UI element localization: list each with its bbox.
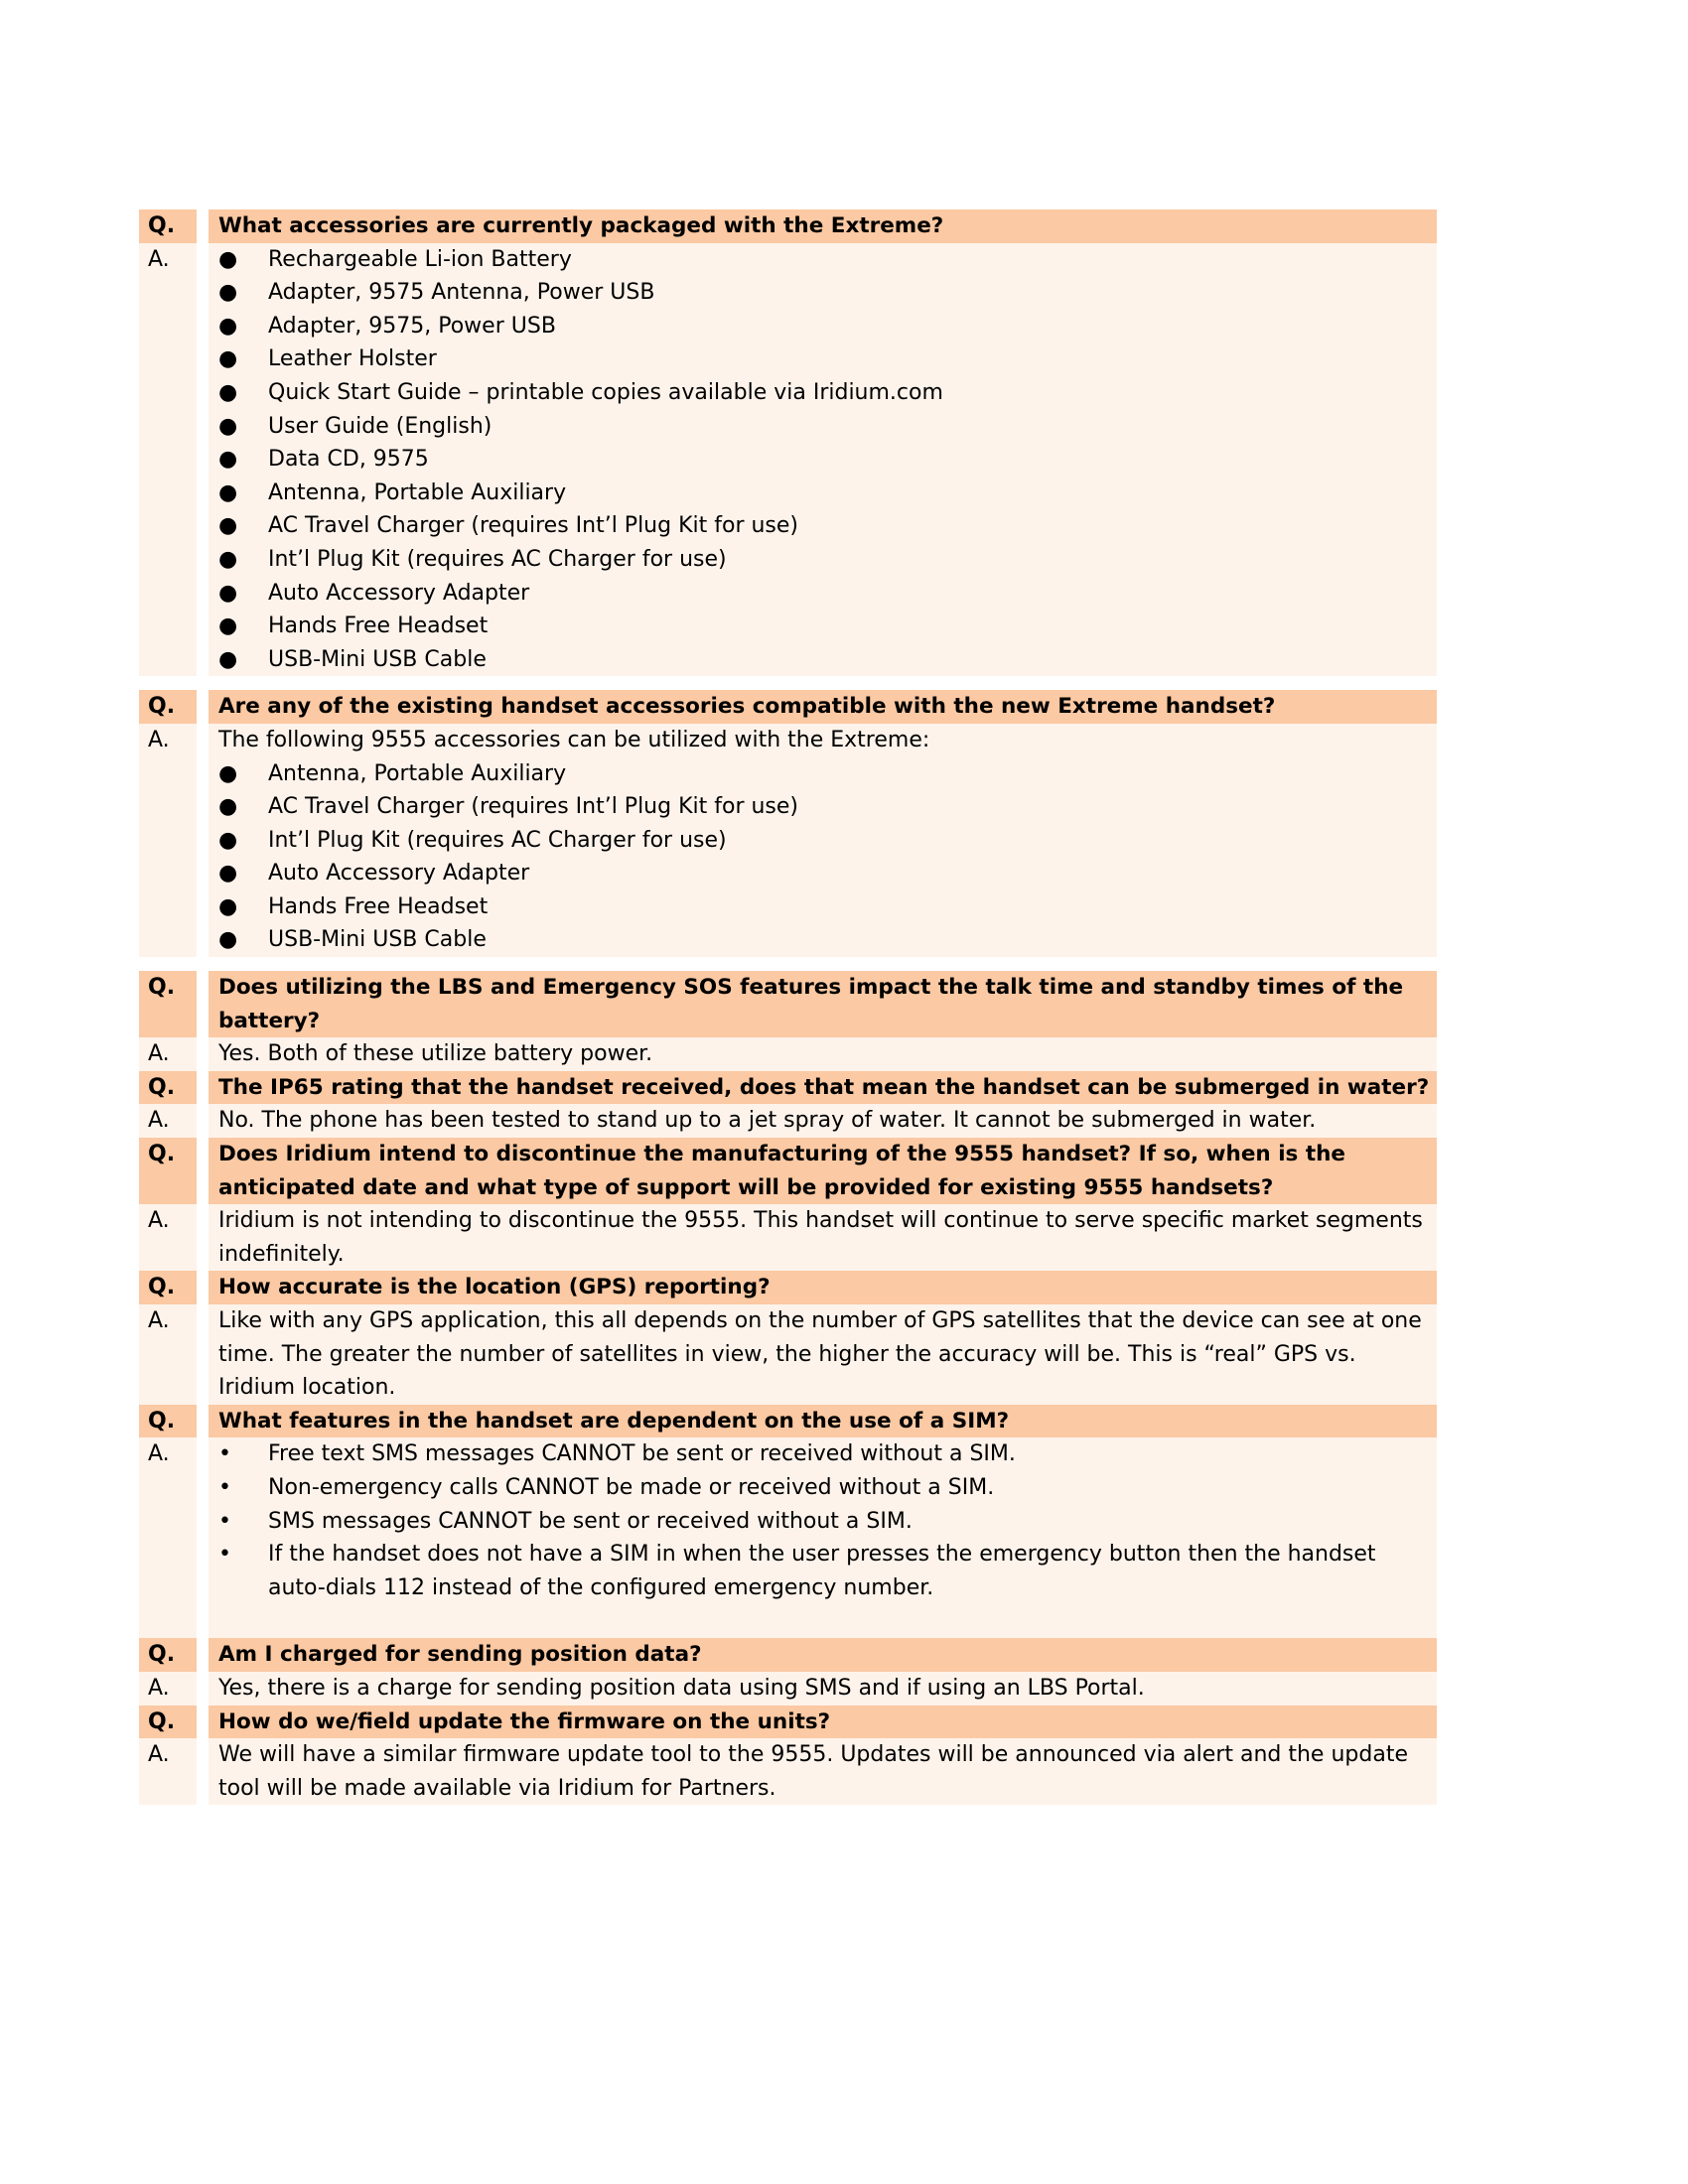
question-text: Does utilizing the LBS and Emergency SOS features impact the talk time and standby times of the battery? bbox=[209, 971, 1437, 1037]
list-item: ● User Guide (English) bbox=[218, 410, 1437, 444]
question-text: How do we/field update the firmware on the units? bbox=[209, 1706, 1437, 1739]
answer-text: No. The phone has been tested to stand up to a jet spray of water. It cannot be submerged in water. bbox=[209, 1104, 1437, 1138]
question-row bbox=[139, 1271, 1437, 1304]
a-label: A. bbox=[139, 1738, 197, 1805]
list-item: ● Antenna, Portable Auxiliary bbox=[218, 477, 1437, 510]
answer-row bbox=[139, 1204, 1437, 1271]
list-item: ● Int’l Plug Kit (requires AC Charger for use) bbox=[218, 824, 1437, 858]
a-label: A. bbox=[139, 1037, 197, 1071]
bullet-icon: ● bbox=[218, 379, 238, 405]
answer-text: We will have a similar firmware update tool to the 9555. Updates will be announced via alert and the update tool will be made available via Iridium for Partners. bbox=[209, 1738, 1437, 1805]
answer-content bbox=[209, 1437, 1437, 1638]
bullet-icon: • bbox=[218, 1441, 231, 1467]
list-item: ● Leather Holster bbox=[218, 342, 1437, 376]
q-label: Q. bbox=[139, 1706, 197, 1739]
answer-row bbox=[139, 1104, 1437, 1138]
list-item: • If the handset does not have a SIM in when the user presses the emergency button then the handset auto-dials 112 instead of the configured emergency number. bbox=[218, 1538, 1437, 1604]
list-item: ● Adapter, 9575, Power USB bbox=[218, 310, 1437, 343]
q-label: Q. bbox=[139, 1138, 197, 1204]
q-label: Q. bbox=[139, 690, 197, 724]
question-text: How accurate is the location (GPS) reporting? bbox=[209, 1271, 1437, 1304]
question-text: Are any of the existing handset accessories compatible with the new Extreme handset? bbox=[209, 690, 1437, 724]
a-label: A. bbox=[139, 1672, 197, 1706]
faq-table bbox=[139, 209, 1437, 1805]
answer-text: Iridium is not intending to discontinue the 9555. This handset will continue to serve specific market segments indefinitely. bbox=[209, 1204, 1437, 1271]
question-row bbox=[139, 690, 1437, 724]
a-label: A. bbox=[139, 243, 197, 677]
answer-row bbox=[139, 724, 1437, 957]
answer-row bbox=[139, 1672, 1437, 1706]
bullet-icon: ● bbox=[218, 447, 238, 473]
list-item: ● Rechargeable Li-ion Battery bbox=[218, 243, 1437, 277]
answer-text: Like with any GPS application, this all depends on the number of GPS satellites that the device can see at one time. The greater the number of satellites in view, the higher the accuracy will be. This is “real” GPS vs. Iridium location. bbox=[209, 1304, 1437, 1405]
bullet-icon: ● bbox=[218, 513, 238, 539]
answer-text: Yes. Both of these utilize battery power. bbox=[209, 1037, 1437, 1071]
answer-row bbox=[139, 1738, 1437, 1805]
bullet-icon: ● bbox=[218, 479, 238, 505]
answer-row bbox=[139, 1304, 1437, 1405]
question-text: Does Iridium intend to discontinue the manufacturing of the 9555 handset? If so, when is the anticipated date and what type of support will be provided for existing 9555 handsets? bbox=[209, 1138, 1437, 1204]
bullet-icon: ● bbox=[218, 646, 238, 672]
question-row bbox=[139, 1405, 1437, 1438]
list-item: ● Int’l Plug Kit (requires AC Charger for use) bbox=[218, 543, 1437, 577]
bullet-icon: ● bbox=[218, 346, 238, 372]
bullet-icon: ● bbox=[218, 861, 238, 887]
bullet-icon: ● bbox=[218, 313, 238, 339]
question-text: The IP65 rating that the handset received, does that mean the handset can be submerged in water? bbox=[209, 1071, 1437, 1105]
list-item: • Non-emergency calls CANNOT be made or received without a SIM. bbox=[218, 1471, 1437, 1505]
list-item: ● Hands Free Headset bbox=[218, 610, 1437, 643]
question-row bbox=[139, 1638, 1437, 1672]
bullet-icon: • bbox=[218, 1474, 231, 1500]
bullet-icon: ● bbox=[218, 246, 238, 272]
a-label: A. bbox=[139, 724, 197, 957]
list-item: ● Quick Start Guide – printable copies available via Iridium.com bbox=[218, 376, 1437, 410]
question-row bbox=[139, 971, 1437, 1037]
answer-content bbox=[209, 243, 1437, 677]
q-label: Q. bbox=[139, 209, 197, 243]
list-item: ● Hands Free Headset bbox=[218, 890, 1437, 924]
answer-content bbox=[209, 724, 1437, 957]
answer-row bbox=[139, 1037, 1437, 1071]
question-text: What accessories are currently packaged with the Extreme? bbox=[209, 209, 1437, 243]
q-label: Q. bbox=[139, 971, 197, 1037]
bullet-list bbox=[218, 757, 1437, 958]
bullet-icon: ● bbox=[218, 927, 238, 953]
bullet-icon: ● bbox=[218, 614, 238, 639]
a-label: A. bbox=[139, 1437, 197, 1638]
list-item: ● USB-Mini USB Cable bbox=[218, 923, 1437, 957]
bullet-icon: ● bbox=[218, 546, 238, 572]
list-item: ● AC Travel Charger (requires Int’l Plug Kit for use) bbox=[218, 790, 1437, 824]
answer-row bbox=[139, 1437, 1437, 1638]
question-row bbox=[139, 1706, 1437, 1739]
bullet-icon: • bbox=[218, 1508, 231, 1534]
question-row bbox=[139, 1071, 1437, 1105]
list-item: ● Antenna, Portable Auxiliary bbox=[218, 757, 1437, 791]
question-row bbox=[139, 209, 1437, 243]
list-item: ● Auto Accessory Adapter bbox=[218, 857, 1437, 890]
question-text: What features in the handset are dependent on the use of a SIM? bbox=[209, 1405, 1437, 1438]
answer-row bbox=[139, 243, 1437, 677]
answer-text: Yes, there is a charge for sending position data using SMS and if using an LBS Portal. bbox=[209, 1672, 1437, 1706]
bullet-icon: ● bbox=[218, 413, 238, 439]
a-label: A. bbox=[139, 1204, 197, 1271]
list-item: • Free text SMS messages CANNOT be sent or received without a SIM. bbox=[218, 1437, 1437, 1471]
q-label: Q. bbox=[139, 1405, 197, 1438]
bullet-list bbox=[218, 243, 1437, 677]
list-item: ● Adapter, 9575 Antenna, Power USB bbox=[218, 276, 1437, 310]
a-label: A. bbox=[139, 1304, 197, 1405]
answer-intro: The following 9555 accessories can be utilized with the Extreme: bbox=[218, 727, 930, 752]
list-item: • SMS messages CANNOT be sent or received without a SIM. bbox=[218, 1505, 1437, 1539]
list-item: ● AC Travel Charger (requires Int’l Plug Kit for use) bbox=[218, 509, 1437, 543]
bullet-icon: ● bbox=[218, 280, 238, 306]
a-label: A. bbox=[139, 1104, 197, 1138]
bullet-icon: ● bbox=[218, 580, 238, 606]
q-label: Q. bbox=[139, 1071, 197, 1105]
bullet-icon: ● bbox=[218, 827, 238, 853]
question-text: Am I charged for sending position data? bbox=[209, 1638, 1437, 1672]
bullet-icon: ● bbox=[218, 893, 238, 919]
list-item: ● USB-Mini USB Cable bbox=[218, 643, 1437, 677]
bullet-icon: • bbox=[218, 1542, 231, 1568]
bullet-icon: ● bbox=[218, 760, 238, 786]
q-label: Q. bbox=[139, 1638, 197, 1672]
q-label: Q. bbox=[139, 1271, 197, 1304]
list-item: ● Auto Accessory Adapter bbox=[218, 577, 1437, 611]
question-row bbox=[139, 1138, 1437, 1204]
bullet-list bbox=[218, 1437, 1437, 1604]
list-item: ● Data CD, 9575 bbox=[218, 443, 1437, 477]
bullet-icon: ● bbox=[218, 794, 238, 820]
